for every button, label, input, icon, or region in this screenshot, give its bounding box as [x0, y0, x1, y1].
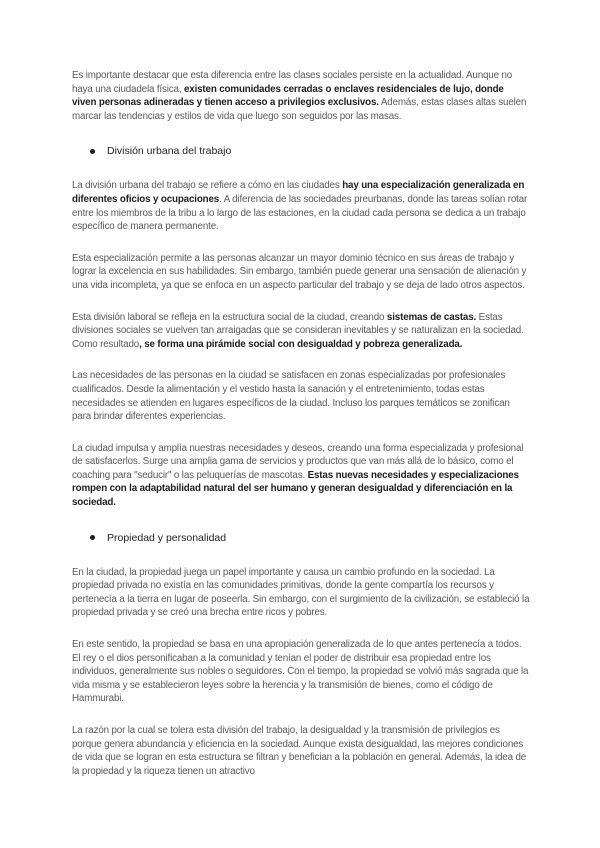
paragraph-necesidades: Las necesidades de las personas en la ciudad se satisfacen en zonas especializadas por profesionales cualificados. Desde la alimentación y el vestido hasta la sanación y el entretenimiento, todas estas necesidades se atienden en lugares específicos de la ciudad. Incluso los parques temáticos se zonifican para brindar diferentes experiencias.	[72, 370, 510, 423]
paragraph-ciudad-impulsa: La ciudad impulsa y amplía nuestras necesidades y deseos, creando una forma especializada y profesional de satisfacerlos. Surge una amplia gama de servicios y productos que van más allá de lo básico, como el coaching para "seducir" o las peluquerías de mascotas. Estas nuevas necesidades y especializaciones rompen con la adaptabilidad natural del ser humano y generan desigualdad y diferenciación en la sociedad.	[72, 442, 524, 509]
bullet-icon	[90, 149, 95, 154]
paragraph-castas: Esta división laboral se refleja en la estructura social de la ciudad, creando sistemas de castas. Estas divisiones sociales se vuelven tan arraigadas que se consideran inevitables y se naturalizan en la sociedad. Como resultado, se forma una pirámide social con desigualdad y pobreza generalizada.	[72, 311, 524, 350]
paragraph-division-urbana: La división urbana del trabajo se refiere a cómo en las ciudades hay una especialización generalizada en diferentes oficios y ocupaciones. A diferencia de las sociedades preurbanas, donde las tareas solían rotar entre los miembros de la tribu a lo largo de las estaciones, en la ciudad cada persona se dedica a un trabajo específico de manera permanente.	[72, 180, 528, 233]
paragraph-tolerancia: La razón por la cual se tolera esta división del trabajo, la desigualdad y la transmisión de privilegios es porque genera abundancia y eficiencia en la sociedad. Aunque exista desigualdad, las mejores condiciones de vida que se logran en esta estructura se filtran y benefician a la población en general. Además, la idea de la propiedad y la riqueza tienen un atractivo	[72, 725, 527, 777]
paragraph-social-classes: Es importante destacar que esta diferencia entre las clases sociales persiste en la actualidad. Aunque no haya una ciudadela física, existen comunidades cerradas o enclaves residenciales de lujo, donde viven personas adineradas y tienen acceso a privilegios exclusivos. Además, estas clases altas suelen marcar las tendencias y estilos de vida que luego son seguidos por las masas.	[72, 70, 527, 122]
paragraph-propiedad: En la ciudad, la propiedad juega un papel importante y causa un cambio profundo en la sociedad. La propiedad privada no existía en las comunidades primitivas, donde la gente compartía los recursos y pertenecía a la tierra en lugar de poseerla. Sin embargo, con el surgimiento de la civilización, se estableció la propiedad privada y se creó una brecha entre ricos y pobres.	[72, 566, 530, 619]
section-heading-propiedad: Propiedad y personalidad	[90, 532, 530, 544]
section-heading-division-urbana: División urbana del trabajo	[90, 145, 530, 157]
paragraph-apropiacion: En este sentido, la propiedad se basa en una apropiación generalizada de lo que antes pertenecía a todos. El rey o el dios personificaban a la comunidad y tenían el poder de distribuir esa propiedad entre los individuos, generalmente sus nobles o seguidores. Con el tiempo, la propiedad se volvió más sagrada que la vida misma y se establecieron leyes sobre la herencia y la transmisión de bienes, como el código de Hammurabi.	[72, 639, 529, 705]
paragraph-especializacion: Esta especialización permite a las personas alcanzar un mayor dominio técnico en sus áreas de trabajo y lograr la excelencia en sus habilidades. Sin embargo, también puede generar una sensación de alienación y una vida incompleta, ya que se enfoca en un aspecto particular del trabajo y se deja de lado otros aspectos.	[72, 252, 527, 291]
bullet-icon	[90, 535, 95, 540]
